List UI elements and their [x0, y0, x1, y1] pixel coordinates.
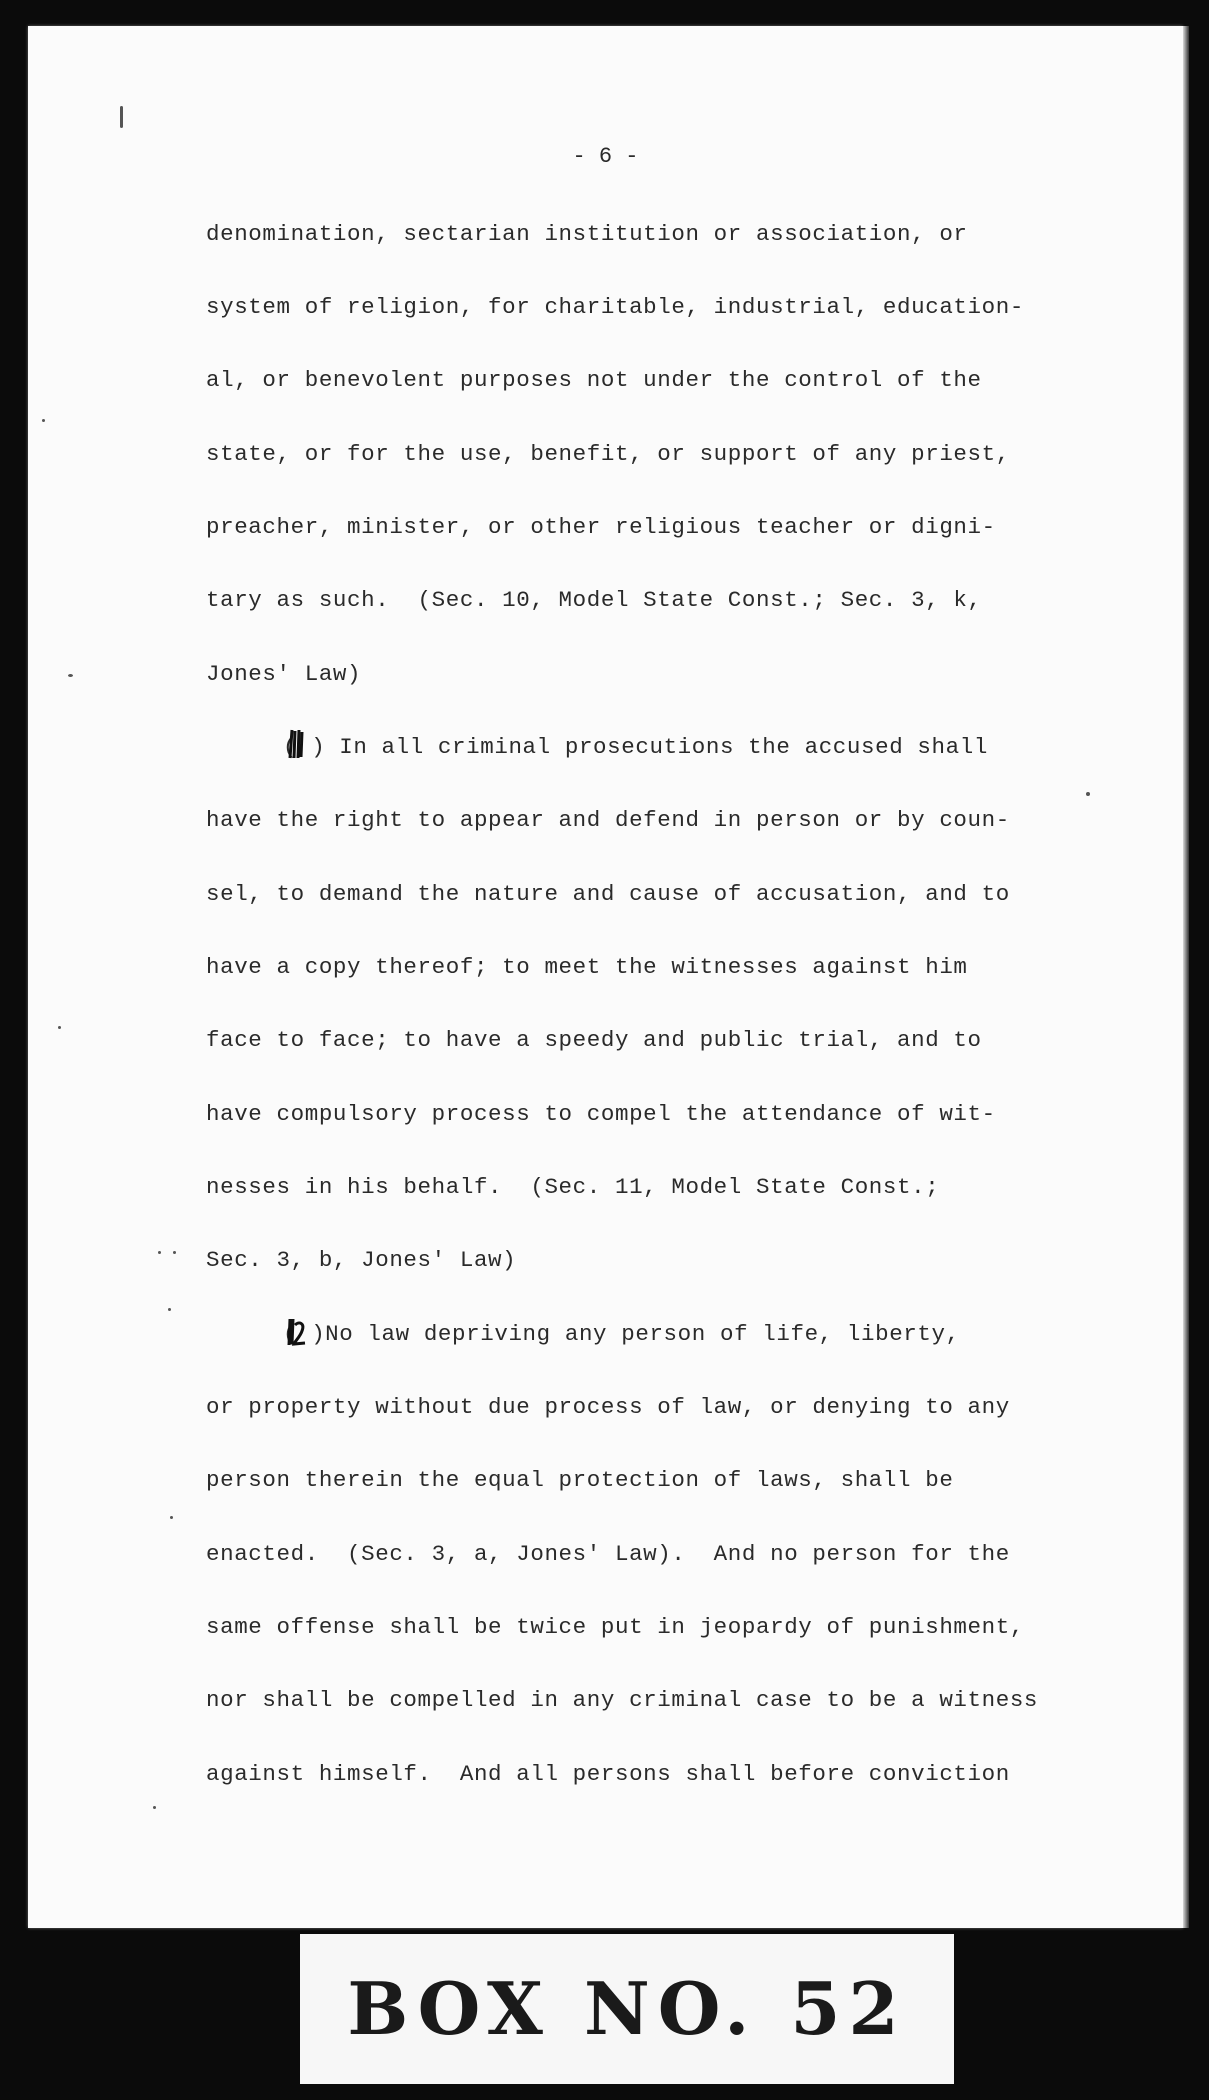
- scan-speck: [120, 106, 123, 128]
- typed-page: [28, 26, 1183, 1928]
- text-line: denomination, sectarian institution or association, or: [206, 221, 968, 247]
- text-line: No law depriving any person of life, liberty,: [325, 1321, 960, 1347]
- paragraph-first-line: [283, 732, 1103, 762]
- handwritten-number-icon: [285, 1315, 307, 1347]
- handwritten-paragraph-mark: ( ): [283, 1319, 311, 1349]
- text-line: same offense shall be twice put in jeopardy of punishment,: [206, 1614, 1024, 1640]
- text-line: Jones' Law): [206, 661, 362, 687]
- scan-speck: [170, 1516, 173, 1519]
- text-line: nor shall be compelled in any criminal case to be a witness: [206, 1687, 1039, 1713]
- text-line: against himself. And all persons shall before conviction: [206, 1761, 1010, 1787]
- box-number-text: BOX NO. 52: [347, 1966, 907, 2051]
- scan-speck: [173, 1251, 176, 1254]
- text-line: system of religion, for charitable, industrial, education-: [206, 294, 1024, 320]
- scan-speck: [58, 1026, 61, 1029]
- text-line: have compulsory process to compel the attendance of wit-: [206, 1101, 996, 1127]
- scan-speck: [68, 674, 73, 677]
- text-line: have the right to appear and defend in person or by coun-: [206, 807, 1010, 833]
- text-line: state, or for the use, benefit, or support of any priest,: [206, 441, 1010, 467]
- text-line: al, or benevolent purposes not under the control of the: [206, 367, 982, 393]
- text-line: person therein the equal protection of laws, shall be: [206, 1467, 954, 1493]
- handwritten-paragraph-mark: ( ): [283, 732, 311, 762]
- box-number-label: [300, 1934, 954, 2084]
- text-line: In all criminal prosecutions the accused shall: [339, 734, 988, 760]
- page-number: - 6 -: [572, 144, 639, 169]
- scan-speck: [158, 1251, 161, 1254]
- text-line: have a copy thereof; to meet the witnesses against him: [206, 954, 968, 980]
- text-line: tary as such. (Sec. 10, Model State Const.; Sec. 3, k,: [206, 587, 982, 613]
- text-line: preacher, minister, or other religious teacher or digni-: [206, 514, 996, 540]
- scan-speck: [168, 1308, 171, 1311]
- text-line: Sec. 3, b, Jones' Law): [206, 1247, 517, 1273]
- scan-speck: [42, 419, 45, 422]
- scan-speck: [1086, 792, 1090, 796]
- paragraph-first-line: [283, 1319, 1103, 1349]
- text-line: face to face; to have a speedy and public trial, and to: [206, 1027, 982, 1053]
- text-line: sel, to demand the nature and cause of accusation, and to: [206, 881, 1010, 907]
- text-line: enacted. (Sec. 3, a, Jones' Law). And no person for the: [206, 1541, 1010, 1567]
- text-line: nesses in his behalf. (Sec. 11, Model State Const.;: [206, 1174, 940, 1200]
- text-line: or property without due process of law, or denying to any: [206, 1394, 1010, 1420]
- scan-speck: [153, 1806, 156, 1809]
- handwritten-number-icon: [285, 728, 307, 760]
